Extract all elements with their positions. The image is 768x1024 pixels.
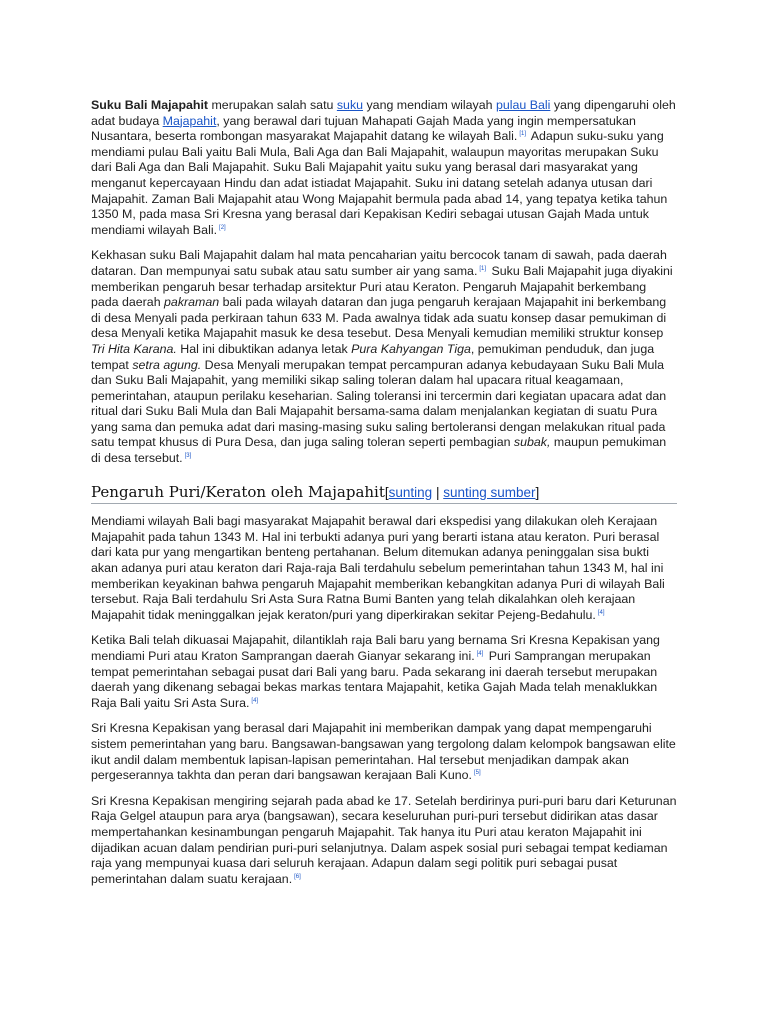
reference-link[interactable]: [2]: [219, 224, 226, 231]
italic-term: setra agung.: [132, 357, 202, 372]
text: Mendiami wilayah Bali bagi masyarakat Majapahit berawal dari ekspedisi yang dilakukan oleh Kerajaan Majapahit pada tahun 1343 M. Hal ini terbukti adanya puri yang berarti istana atau keraton. Puri berasal dari kata pur yang mengartikan benteng pertahanan. Belum ditemukan adanya peninggalan sisa bukti akan adanya puri atau keraton dari Raja-raja Bali terdahulu sebelum pemerintahan tahun 1343 M, hal ini memberikan keyakinan bahwa pengaruh Majapahit memberikan kebangkitan adanya Puri di wilayah Bali tersebut. Raja Bali terdahulu Sri Asta Sura Ratna Bumi Banten yang telah dikalahkan oleh kerajaan Majapahit tidak meninggalkan jejak keraton/puri yang diperkirakan sekitar Pejeng-Bedahulu.: [91, 514, 665, 622]
text: yang mendiam wilayah: [363, 98, 496, 112]
text: maupun pemukiman di desa tersebut.: [91, 435, 667, 466]
section-heading: [91, 482, 677, 505]
italic-term: Pura Kahyangan Tiga: [351, 341, 471, 356]
text: Kekhasan suku Bali Majapahit dalam hal mata pencaharian yaitu bercocok tanam di sawah, pada daerah dataran. Dan mempunyai satu subak atau satu sumber air yang sama.: [91, 248, 667, 278]
text: , pemukiman penduduk, dan juga tempat: [91, 341, 655, 372]
article-term: Suku Bali Majapahit: [91, 98, 209, 112]
section-title: Pengaruh Puri/Keraton oleh Majapahit: [91, 482, 385, 501]
text: , yang berawal dari tujuan Mahapati Gajah Mada yang ingin mempersatukan Nusantara, beserta rombongan masyarakat Majapahit datang ke wilayah Bali.: [91, 113, 636, 144]
text: Suku Bali Majapahit juga diyakini memberikan pengaruh besar terhadap arsitektur Puri atau Keraton. Pengaruh Majapahit berkembang pada daerah: [91, 263, 673, 310]
bracket-open: [: [384, 484, 389, 500]
text: bali pada wilayah dataran dan juga pengaruh kerajaan Majapahit ini berkembang di desa Menyali pada perkiraan tahun 633 M. Pada awalnya tidak ada suatu konsep dasar pemukiman di desa Menyali ketika Majapahit masuk ke desa tesebut. Desa Menyali kemudian memiliki struktur konsep: [91, 295, 667, 341]
text: Adapun suku-suku yang mendiami pulau Bali yaitu Bali Mula, Bali Aga dan Bali Majapahit, walaupun mayoritas merupakan Suku dari Bali Aga dan Bali Majapahit. Suku Bali Majapahit yaitu suku yang berasal dari masyarakat yang menganut kepercayaan Hindu dan adat istiadat Majapahit. Suku ini datang setelah adanya utusan dari Majapahit. Zaman Bali Majapahit atau Wong Majapahit bermula pada abad 14, yang tepatya ketika tahun 1350 M, pada masa Sri Kresna yang berasal dari Kepakisan Kediri sebagai utusan Gajah Mada untuk mendiami wilayah Bali.: [91, 129, 668, 237]
paragraph-samprangan: [91, 633, 677, 711]
text: yang dipengaruhi oleh adat budaya: [91, 98, 676, 128]
text: Puri Samprangan merupakan tempat pemerintahan sebagai pusat dari Bali yang baru. Pada sekarang ini daerah tersebut merupakan daerah yang dikenang sebagai bekas markas tentara Majapahit, ketika Gajah Mada telah menaklukkan Raja Bali yaitu Sri Asta Sura.: [91, 649, 658, 710]
reference-link[interactable]: [1]: [519, 131, 527, 138]
italic-term: Tri Hita Karana.: [91, 341, 177, 356]
reference-link[interactable]: [4]: [251, 697, 259, 704]
paragraph-ekspedisi: [91, 514, 677, 623]
text: Desa Menyali merupakan tempat percampuran adanya kebudayaan Suku Bali Mula dan Suku Bali Majapahit, yang memiliki sikap saling toleran dalam hal upacara ritual keagamaan, pemerintahan, ataupun perilaku keseharian. Saling toleransi ini tercermin dari kegiatan upacara adat dan ritual dari Suku Bali Mula dan Bali Majapahit bersama-sama dalam menjalankan kegiatan di suatu Pura yang sama dan pemuka adat dari masing-masing suku saling bertoleransi dengan melakukan ritual pada satu tempat khusus di Pura Desa, dan juga saling toleran seperti pembagian: [91, 357, 667, 450]
text: Hal ini dibuktikan adanya letak: [176, 341, 352, 356]
link-majapahit[interactable]: Majapahit: [162, 113, 217, 128]
italic-term: subak,: [513, 435, 551, 450]
separator: |: [432, 484, 444, 500]
reference-link[interactable]: [5]: [473, 770, 481, 777]
text: Ketika Bali telah dikuasai Majapahit, dilantiklah raja Bali baru yang bernama Sri Kresna Kepakisan yang mendiami Puri atau Kraton Samprangan daerah Gianyar sekarang ini.: [91, 633, 660, 663]
text: merupakan salah satu: [208, 98, 337, 112]
bracket-close: ]: [535, 484, 540, 500]
paragraph-pemerintahan: [91, 721, 677, 783]
paragraph-kekhasan: [91, 248, 677, 466]
paragraph-intro: [91, 98, 677, 238]
reference-link[interactable]: [6]: [294, 873, 301, 880]
paragraph-abad-17: [91, 794, 677, 888]
link-suku[interactable]: suku: [336, 98, 364, 112]
reference-link[interactable]: [3]: [184, 452, 192, 459]
article-body: [91, 98, 677, 897]
reference-link[interactable]: [4]: [597, 609, 605, 616]
edit-links: [385, 485, 539, 500]
link-pulau-bali[interactable]: pulau Bali: [495, 98, 551, 112]
text: Sri Kresna Kepakisan yang berasal dari Majapahit ini memberikan dampak yang dapat mempengaruhi sistem pemerintahan yang baru. Bangsawan-bangsawan yang tergolong dalam kelompok bangsawan elite ikut andil dalam membentuk lapisan-lapisan pemerintahan. Hal tersebut menjadikan dampak akan pergeserannya takhta dan peran dari bangsawan kerajaan Bali Kuno.: [91, 721, 676, 783]
text: Sri Kresna Kepakisan mengiring sejarah pada abad ke 17. Setelah berdirinya puri-puri baru dari Keturunan Raja Gelgel ataupun para arya (bangsawan), secara keseluruhan puri-puri tersebut didirikan atas dasar mempertahankan kesinambungan pengaruh Majapahit. Tak hanya itu Puri atau keraton Majapahit ini dijadikan acuan dalam pendirian puri-puri selanjutnya. Dalam aspek sosial puri sebagai tempat kediaman raja yang mempunyai kuasa dari seluruh kerajaan. Adapun dalam segi politik puri sebagai pusat pemerintahan dalam suatu kerajaan.: [91, 793, 677, 886]
italic-term: pakraman: [164, 295, 220, 310]
edit-source-link[interactable]: sunting sumber: [443, 484, 536, 500]
reference-link[interactable]: [4]: [476, 650, 484, 657]
edit-link[interactable]: sunting: [388, 484, 433, 500]
reference-link[interactable]: [1]: [479, 265, 487, 272]
